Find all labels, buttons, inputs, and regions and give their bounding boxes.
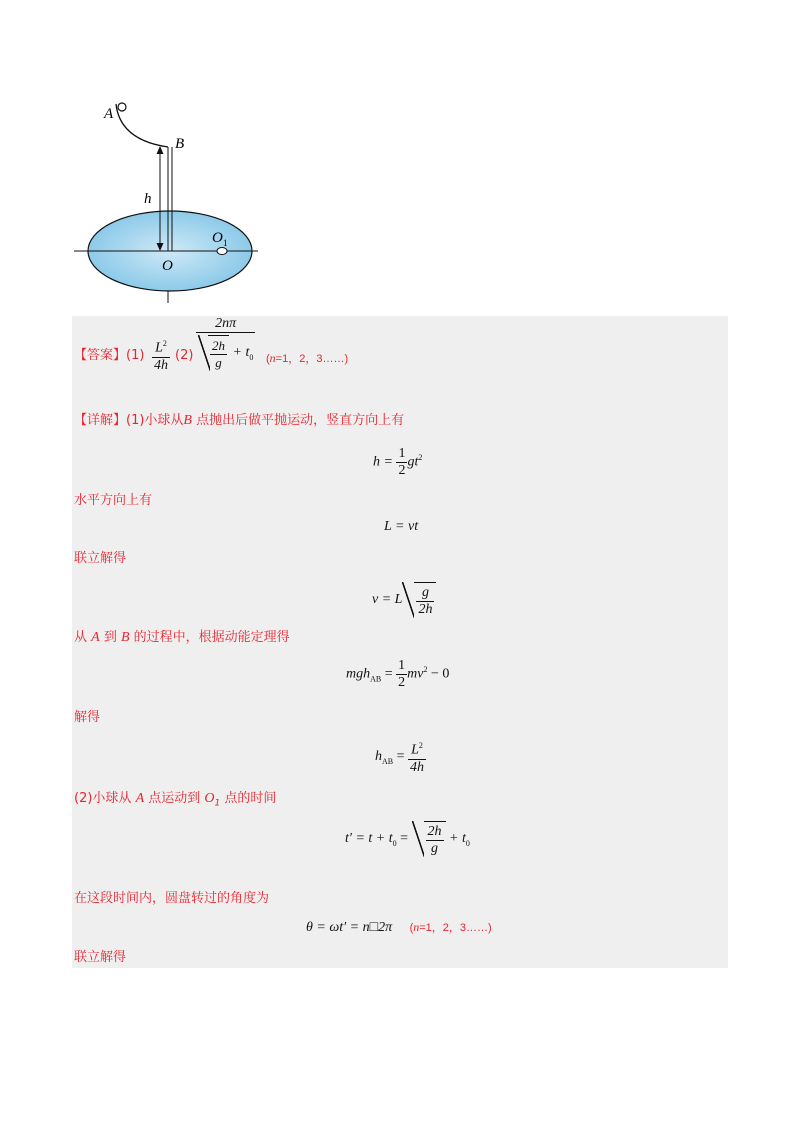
label-a: A <box>104 106 114 122</box>
label-b: B <box>175 136 185 152</box>
label-o1-sub: 1 <box>223 238 228 248</box>
solve-text: 解得 <box>74 710 101 725</box>
answer-frac1: $\frac{L^2}{4h}$ <box>154 339 168 373</box>
physics-diagram <box>70 92 270 307</box>
combine-text-1: 联立解得 <box>74 551 127 566</box>
equation-2: L = vt <box>384 519 419 534</box>
equation-5: $h_{AB}$ = $\frac{L^2}{4h}$ <box>375 741 425 775</box>
label-h: h <box>144 191 152 207</box>
detail-intro: 【详解】(1)小球从B 点抛出后做平抛运动，竖直方向上有 <box>74 413 405 428</box>
equation-7: θ = ωt′ = n□2π (n=1，2，3……) <box>306 920 492 935</box>
angle-text: 在这段时间内，圆盘转过的角度为 <box>74 891 270 906</box>
label-o: O <box>162 258 173 274</box>
ball-icon <box>118 103 126 111</box>
equation-3: v = L $\frac{g}{2h}$ <box>372 582 436 618</box>
answer-frac2: 2nπ $\frac{2h}{g}$ + $t_0$ <box>196 316 255 371</box>
from-a-to-b-text: 从 A 到 B 的过程中，根据动能定理得 <box>74 630 290 645</box>
part2-text: (2)小球从 A 点运动到 $O_1$ 点的时间 <box>74 791 277 809</box>
answer-prefix: 【答案】(1) <box>74 348 145 363</box>
combine-text-2: 联立解得 <box>74 950 127 965</box>
answer-part2: (2) <box>175 348 194 363</box>
answer-n-note: (n=1，2，3……) <box>266 351 349 365</box>
hole-o1 <box>217 248 227 255</box>
equation-6: $t' = t + t_0$ = $\frac{2h}{g}$ + $t_0$ <box>345 821 470 857</box>
equation-4: mgh$_{AB}$ = $\frac{1}{2}$ $mv^2 - 0$ <box>346 658 450 690</box>
equation-1: h = $\frac{1}{2}$ $gt^2$ <box>373 446 423 478</box>
label-o1: O <box>212 230 223 246</box>
horizontal-text: 水平方向上有 <box>74 493 153 508</box>
